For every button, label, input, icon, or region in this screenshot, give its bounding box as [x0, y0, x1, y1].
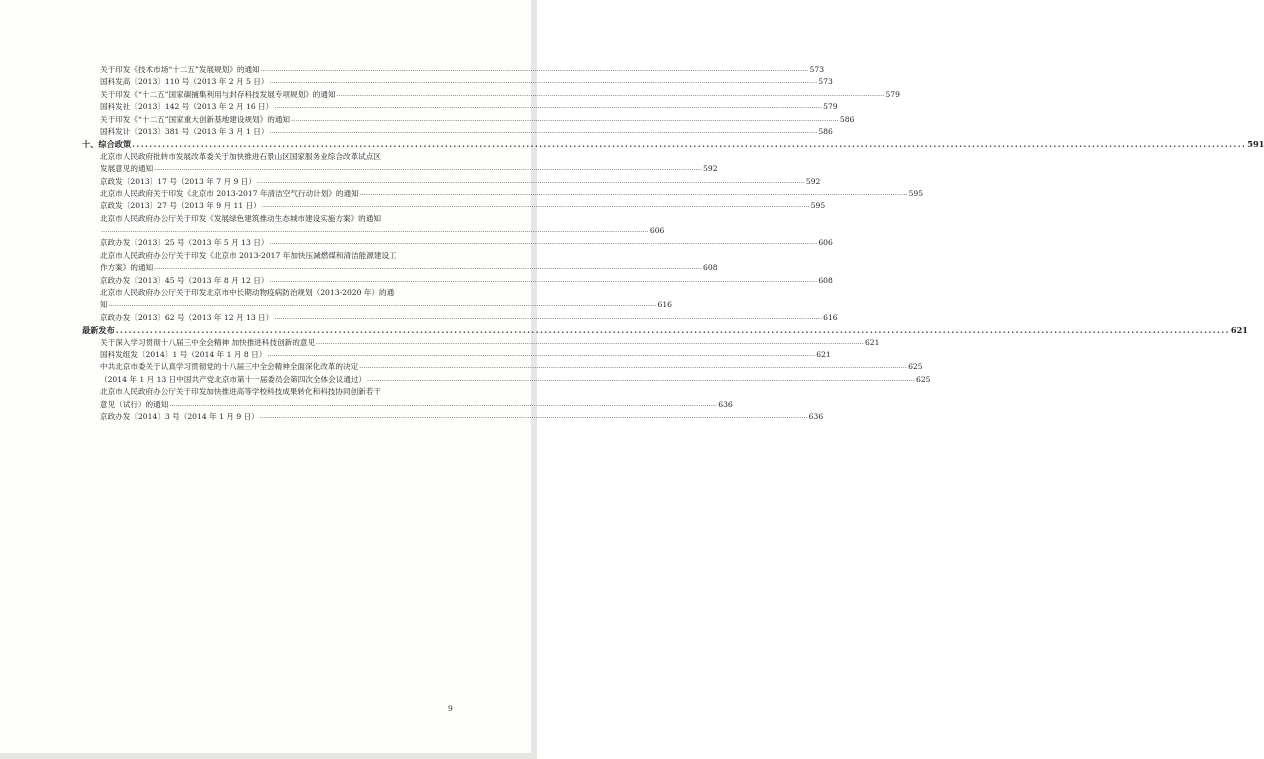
toc-entry[interactable]: [82, 324, 1248, 336]
toc-entry-wrapped[interactable]: [82, 213, 665, 238]
toc-entry[interactable]: [82, 176, 821, 188]
toc-entry-title: 京政办发〔2013〕45 号（2013 年 8 月 12 日）: [100, 275, 269, 285]
toc-entry[interactable]: [82, 374, 931, 386]
toc-entry-title: 京政办发〔2013〕62 号（2013 年 12 月 13 日）: [100, 312, 274, 322]
toc-entry[interactable]: [82, 275, 833, 287]
dot-leader: ....................................................................................................................................................................................................................................................................: [154, 165, 703, 173]
toc-entry-page: 608: [703, 263, 718, 273]
dot-leader: ....................................................................................................................................................................................................................................................................: [108, 301, 657, 309]
dot-leader: ....................................................................................................................................................................................................................................................................: [169, 400, 718, 408]
toc-entry[interactable]: [100, 163, 718, 175]
toc-entry[interactable]: [82, 349, 831, 361]
toc-entry[interactable]: [82, 89, 900, 101]
toc-entry-title: 京政办发〔2013〕25 号（2013 年 5 月 13 日）: [100, 238, 269, 248]
dot-leader: ....................................................................................................................................................................................................................................................................: [269, 78, 818, 86]
toc-entry-wrapped[interactable]: [82, 386, 733, 411]
toc-entry-title: 京政办发〔2014〕3 号（2014 年 1 月 9 日）: [100, 411, 259, 421]
dot-leader: ....................................................................................................................................................................................................................................................................: [359, 189, 908, 197]
toc-entry-title-line1: 北京市人民政府办公厅关于印发《北京市 2013-2017 年加快压减燃煤和清洁能源建设工: [100, 250, 397, 260]
toc-entry-page: 608: [818, 275, 833, 285]
toc-entry-page: 573: [809, 64, 825, 74]
dot-leader: ....................................................................................................................................................................................................................................................................: [274, 103, 823, 111]
toc-entry-title: 京政发〔2013〕17 号（2013 年 7 月 9 日）: [100, 176, 256, 186]
dot-leader: ....................................................................................................................................................................................................................................................................: [269, 239, 818, 247]
toc-entry-title: 关于深入学习贯彻十八届三中全会精神 加快推进科技创新的意见: [100, 337, 316, 347]
toc-entry[interactable]: [82, 337, 880, 349]
dot-leader: ....................................................................................................................................................................................................................................................................: [269, 276, 818, 284]
toc-entry-page: 621: [864, 337, 880, 347]
toc-entry-page: 616: [657, 300, 672, 310]
toc-entry-title: 北京市人民政府关于印发《北京市 2013-2017 年清洁空气行动计划》的通知: [100, 188, 359, 198]
toc-entry[interactable]: [82, 138, 1264, 150]
toc-entry-wrapped[interactable]: [82, 151, 718, 176]
dot-leader: ....................................................................................................................................................................................................................................................................: [257, 177, 805, 185]
toc-entry-title: 发展意见的通知: [100, 164, 154, 174]
toc-entry-title: 京政发〔2013〕27 号（2013 年 9 月 11 日）: [100, 201, 261, 211]
toc-entry-wrapped[interactable]: [82, 287, 672, 312]
toc-entry-page: 586: [839, 114, 855, 124]
toc-entry[interactable]: [82, 200, 826, 212]
toc-entry[interactable]: [100, 299, 672, 311]
toc-entry-page: 586: [818, 126, 833, 136]
dot-leader: ....................................................................................................................................................................................................................................................................: [101, 227, 649, 235]
toc-entry[interactable]: [82, 101, 838, 113]
toc-entry-page: 636: [718, 399, 733, 409]
toc-entry[interactable]: [82, 188, 924, 200]
toc-entry-title: 最新发布: [82, 325, 115, 336]
dot-leader: ....................................................................................................................................................................................................................................................................: [267, 350, 816, 358]
toc-entry-title: 国科发计〔2013〕381 号（2013 年 3 月 1 日）: [100, 126, 269, 136]
toc-entry-page: 595: [908, 188, 924, 198]
toc-entry-title: 关于印发《技术市场“十二五”发展规划》的通知: [100, 64, 260, 74]
toc-entry-page: 579: [823, 102, 838, 112]
toc-entry-page: 616: [823, 312, 838, 322]
toc-entry[interactable]: [82, 237, 833, 249]
toc-entry-page: 636: [808, 411, 824, 421]
dot-leader: ....................................................................................................................................................................................................................................................................: [316, 338, 864, 346]
toc-entry-page: 625: [908, 362, 923, 372]
toc-entry-title-line1: 北京市人民政府办公厅关于印发加快推进高等学校科技成果转化和科技协同创新若干: [100, 387, 381, 397]
toc-entry-page: 621: [1230, 325, 1248, 336]
toc-entry-page: 621: [816, 349, 831, 359]
page-number: 9: [448, 704, 453, 713]
dot-leader: ....................................................................................................................................................................................................................................................................: [269, 127, 818, 135]
dot-leader: ....................................................................................................................................................................................................................................................................: [274, 313, 823, 321]
toc-entry-page: 625: [916, 374, 931, 384]
dot-leader: ....................................................................................................................................................................................................................................................................: [154, 264, 703, 272]
toc-entry-title: 国科发组发〔2014〕1 号（2014 年 1 月 8 日）: [100, 349, 267, 359]
toc-entry-title-line1: 北京市人民政府办公厅关于印发《发展绿色建筑推动生态城市建设实施方案》的通知: [100, 213, 381, 223]
table-of-contents: [82, 64, 1264, 423]
dot-leader: ....................................................................................................................................................................................................................................................................: [261, 202, 810, 210]
toc-entry-page: 579: [885, 89, 900, 99]
dot-leader: ....................................................................................................................................................................................................................................................................: [132, 139, 1247, 150]
toc-entry-page: 592: [703, 164, 718, 174]
toc-entry[interactable]: [82, 64, 825, 76]
toc-entry-page: 595: [810, 201, 826, 211]
toc-entry[interactable]: [82, 126, 833, 138]
dot-leader: ....................................................................................................................................................................................................................................................................: [367, 375, 915, 383]
toc-entry[interactable]: [82, 361, 923, 373]
toc-entry[interactable]: [100, 399, 733, 411]
toc-entry-title: 关于印发《“十二五”国家重大创新基地建设规划》的通知: [100, 114, 291, 124]
toc-entry-wrapped[interactable]: [82, 250, 718, 275]
dot-leader: ....................................................................................................................................................................................................................................................................: [359, 363, 908, 371]
dot-leader: ....................................................................................................................................................................................................................................................................: [291, 115, 839, 123]
toc-entry[interactable]: [82, 76, 833, 88]
toc-entry-title: （2014 年 1 月 13 日中国共产党北京市第十一届委员会第四次全体会议通过）: [100, 374, 367, 384]
toc-entry-title: 十、综合政策: [82, 139, 132, 150]
toc-entry-title-line1: 北京市人民政府办公厅关于印发北京市中长期动物疫病防治规划（2013-2020 年）的通: [100, 288, 395, 298]
toc-entry-page: 591: [1247, 139, 1264, 150]
toc-entry-title-line1: 北京市人民政府批转市发展改革委关于加快推进石景山区国家服务业综合改革试点区: [100, 151, 381, 161]
toc-entry-title: 作方案》的通知: [100, 263, 154, 273]
dot-leader: ....................................................................................................................................................................................................................................................................: [115, 325, 1230, 336]
toc-entry[interactable]: [100, 262, 718, 274]
toc-entry-page: 573: [818, 77, 833, 87]
toc-entry[interactable]: [82, 411, 824, 423]
toc-entry[interactable]: [82, 114, 855, 126]
dot-leader: ....................................................................................................................................................................................................................................................................: [260, 65, 809, 73]
toc-entry-page: 592: [805, 176, 821, 186]
toc-entry-title: 中共北京市委关于认真学习贯彻党的十八届三中全会精神全面深化改革的决定: [100, 362, 359, 372]
toc-entry-title: 知: [100, 300, 108, 310]
toc-entry[interactable]: [100, 225, 665, 237]
toc-entry-title: 关于印发《“十二五”国家碳捕集利用与封存科技发展专项规划》的通知: [100, 89, 336, 99]
dot-leader: ....................................................................................................................................................................................................................................................................: [259, 412, 808, 420]
toc-entry-page: 606: [818, 238, 833, 248]
toc-entry-title: 意见（试行）的通知: [100, 399, 169, 409]
dot-leader: ....................................................................................................................................................................................................................................................................: [336, 90, 885, 98]
toc-entry[interactable]: [82, 312, 838, 324]
toc-entry-title: 国科发高〔2013〕110 号（2013 年 2 月 5 日）: [100, 77, 269, 87]
toc-entry-title: 国科发社〔2013〕142 号（2013 年 2 月 16 日）: [100, 102, 274, 112]
toc-entry-page: 606: [649, 226, 665, 236]
